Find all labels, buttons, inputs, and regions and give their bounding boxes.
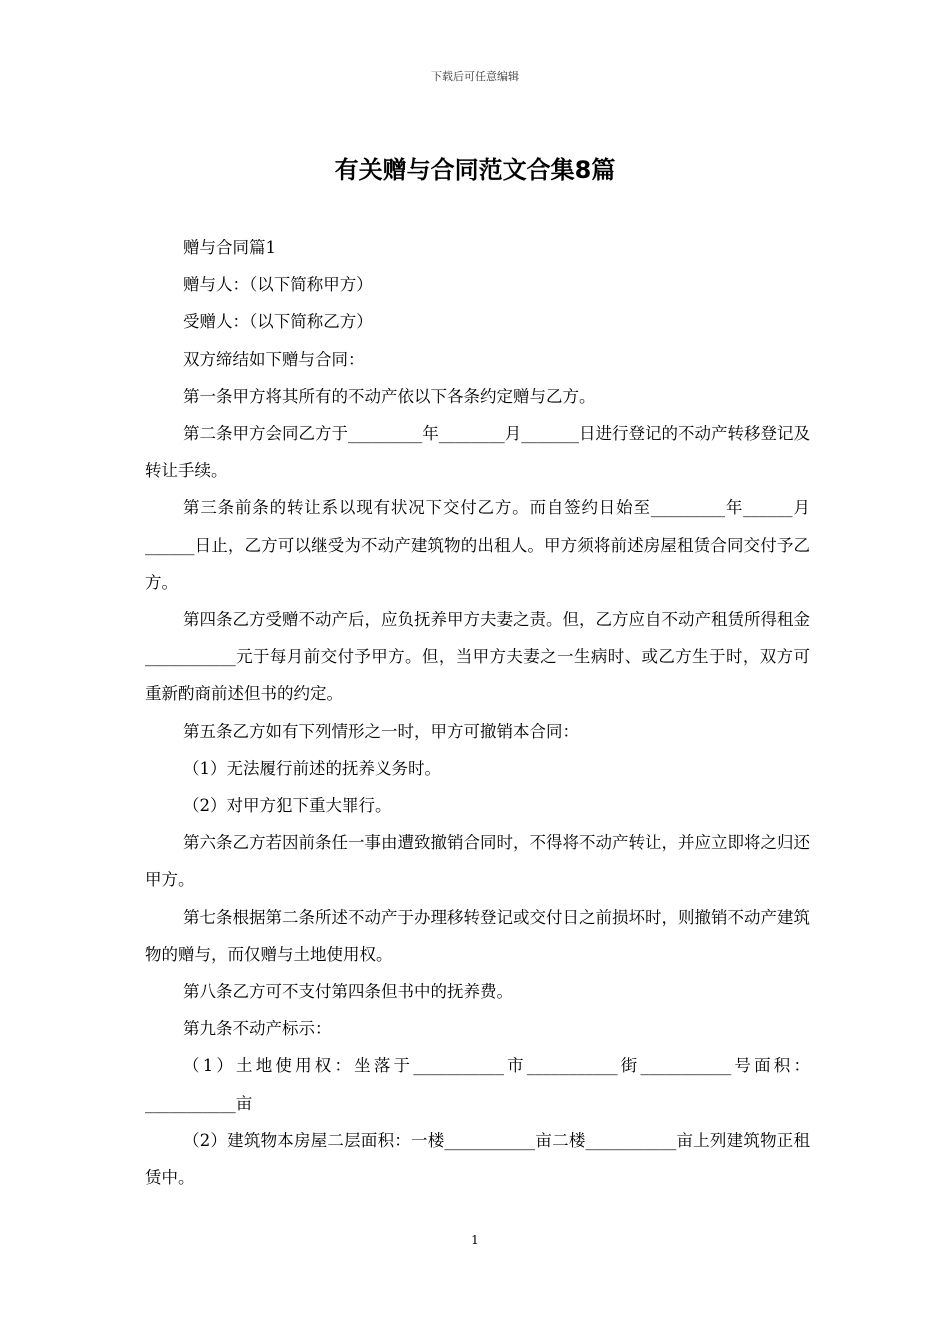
paragraph-article-5: 第五条乙方如有下列情形之一时，甲方可撤销本合同： [183, 721, 579, 741]
paragraph-article-5-item-1: （1）无法履行前述的抚养义务时。 [183, 758, 441, 778]
paragraph-article-9-item-1: （1）土地使用权：坐落于___________市___________街___________号面积：___________亩 [145, 1056, 810, 1113]
paragraph-article-2: 第二条甲方会同乙方于_________年________月_______日进行登记的不动产转移登记及转让手续。 [145, 424, 810, 481]
page-header: 下载后可任意编辑 [431, 70, 519, 83]
paragraph-article-5-item-2: （2）对甲方犯下重大罪行。 [183, 796, 392, 816]
paragraph-section-heading: 赠与合同篇1 [183, 238, 276, 257]
page-number: 1 [471, 1233, 479, 1247]
paragraph-article-7: 第七条根据第二条所述不动产于办理移转登记或交付日之前损坏时，则撤销不动产建筑物的赠与，而仅赠与土地使用权。 [145, 907, 810, 964]
paragraph-article-8: 第八条乙方可不支付第四条但书中的抚养费。 [183, 982, 513, 1002]
paragraph-donee: 受赠人：（以下简称乙方） [183, 312, 373, 332]
paragraph-donor: 赠与人：（以下简称甲方） [183, 275, 373, 295]
paragraph-article-4: 第四条乙方受赠不动产后，应负抚养甲方夫妻之责。但，乙方应自不动产租赁所得租金___________元于每月前交付予甲方。但，当甲方夫妻之一生病时、或乙方生于时，双方可重新酌商前述但书的约定。 [145, 610, 810, 704]
paragraph-article-3: 第三条前条的转让系以现有状况下交付乙方。而自签约日始至_________年______月______日止，乙方可以继受为不动产建筑物的出租人。甲方须将前述房屋租赁合同交付予乙方。 [145, 498, 810, 592]
paragraph-article-1: 第一条甲方将其所有的不动产依以下各条约定赠与乙方。 [183, 386, 596, 406]
paragraph-intro: 双方缔结如下赠与合同： [183, 349, 365, 369]
paragraph-article-6: 第六条乙方若因前条任一事由遭致撤销合同时，不得将不动产转让，并应立即将之归还甲方。 [145, 833, 810, 890]
paragraph-article-9: 第九条不动产标示： [183, 1019, 332, 1039]
paragraph-article-9-item-2: （2）建筑物本房屋二层面积：一楼___________亩二楼___________亩上列建筑物正租赁中。 [145, 1130, 810, 1188]
document-title: 有关赠与合同范文合集8篇 [334, 156, 616, 184]
document-body [145, 229, 810, 1196]
